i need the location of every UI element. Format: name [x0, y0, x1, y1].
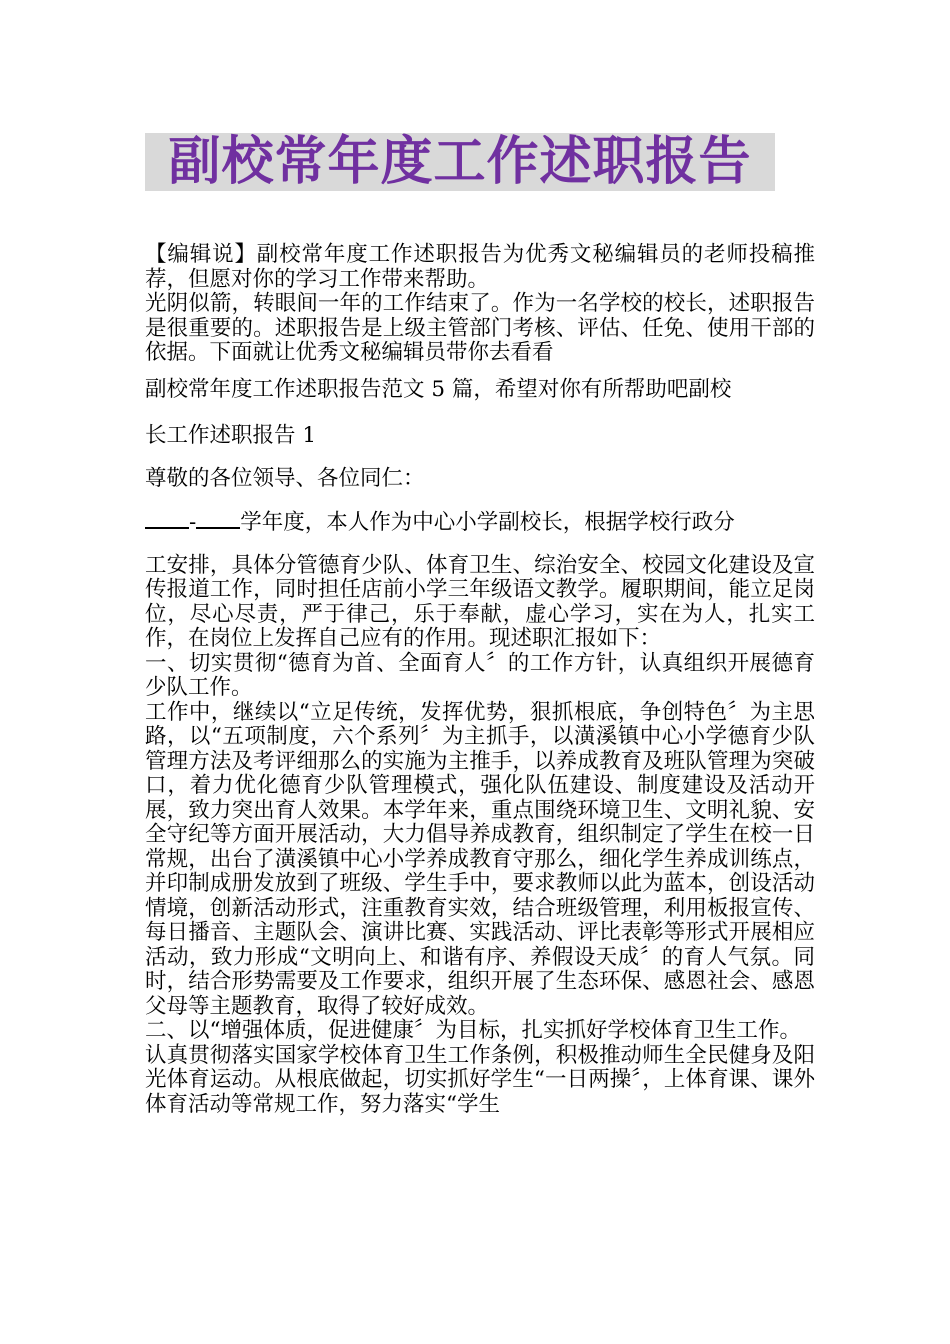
blank-line	[145, 509, 189, 529]
opening-line-text: 学年度，本人作为中心小学副校长，根据学校行政分	[240, 510, 735, 535]
blank-line	[196, 509, 240, 529]
year-dash: -	[189, 510, 197, 535]
editor-note: 【编辑说】副校常年度工作述职报告为优秀文秘编辑员的老师投稿推荐，但愿对你的学习工作带来帮助。	[145, 242, 815, 292]
section-heading: 二、以“增强体质，促进健康〞为目标，扎实抓好学校体育卫生工作。	[145, 1018, 801, 1043]
opening-paragraph: 工安排，具体分管德育少队、体育卫生、综治安全、校园文化建设及宣传报道工作，同时担任店前小学三年级语文教学。履职期间，能立足岗位，尽心尽责，严于律己，乐于奉献，虚心学习，实在为人，扎实工作，在岗位上发挥自己应有的作用。现述职汇报如下：	[145, 552, 815, 651]
section-text: 认真贯彻落实国家学校体育卫生工作条例，积极推动师生全民健身及阳光体育运动。从根底做起，切实抓好学生“一日两操〞，上体育课、课外体育活动等常规工作，努力落实“学生	[145, 1042, 815, 1117]
report-number: 长工作述职报告 1	[145, 423, 317, 448]
section-heading: 一、切实贯彻“德育为首、全面育人〞的工作方针，认真组织开展德育少队工作。	[145, 650, 815, 700]
intro-lead: 光阴似箭，转眼间一年的工作结束了。作为一名学校的校长，述职报告是很重要的。述职报告是上级主管部门考核、评估、任免、使用干部的依据。下面就让优秀文秘编辑员带你去看看	[145, 291, 815, 365]
document-title: 副校常年度工作述职报告	[168, 132, 752, 192]
opening-line	[145, 509, 815, 536]
title-highlight	[145, 133, 775, 191]
intro-lead-continued: 副校常年度工作述职报告范文 5 篇，希望对你有所帮助吧副校	[145, 376, 732, 402]
section-text: 工作中，继续以“立足传统，发挥优势，狠抓根底，争创特色〞为主思路，以“五项制度，六个系列〞为主抓手，以潢溪镇中心小学德育少队管理方法及考评细那么的实施为主推手，以养成教育及班队管理为突破口，着力优化德育少队管理模式，强化队伍建设、制度建设及活动开展，致力突出育人效果。本学年来，重点围绕环境卫生、文明礼貌、安全守纪等方面开展活动，大力倡导养成教育，组织制定了学生在校一日常规，出台了潢溪镇中心小学养成教育守那么，细化学生养成训练点，并印制成册发放到了班级、学生手中，要求教师以此为蓝本，创设活动情境，创新活动形式，注重教育实效，结合班级管理，利用板报宣传、每日播音、主题队会、演讲比赛、实践活动、评比表彰等形式开展相应活动，致力形成“文明向上、和谐有序、养假设天成〞的育人气氛。同时，结合形势需要及工作要求，组织开展了生态环保、感恩社会、感恩父母等主题教育，取得了较好成效。	[145, 699, 815, 1019]
greeting: 尊敬的各位领导、各位同仁：	[145, 465, 425, 491]
document-body	[145, 243, 815, 1117]
